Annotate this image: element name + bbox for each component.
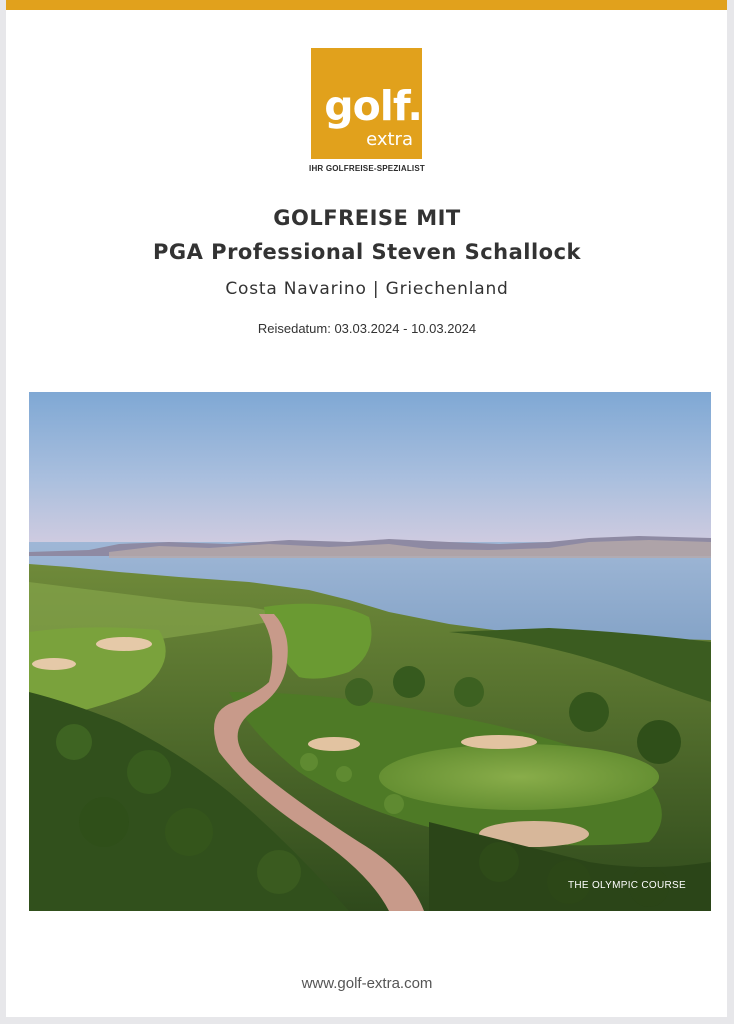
footer-website[interactable]: www.golf-extra.com: [301, 975, 433, 992]
golf-course-illustration: [29, 392, 711, 911]
logo-tagline: IHR GOLFREISE-SPEZIALIST: [309, 164, 425, 173]
logo-sub: extra: [366, 129, 413, 150]
golf-course-photo: [29, 392, 711, 911]
golf-extra-logo: [311, 48, 422, 159]
title-line-1: GOLFREISE MIT: [273, 206, 461, 230]
title-line-2: PGA Professional Steven Schallock: [152, 240, 582, 264]
photo-caption: THE OLYMPIC COURSE: [567, 880, 686, 891]
travel-date: Reisedatum: 03.03.2024 - 10.03.2024: [257, 321, 477, 336]
logo-word: golf.: [324, 82, 422, 130]
location-text: Costa Navarino | Griechenland: [225, 279, 509, 299]
accent-top-bar: [6, 0, 727, 10]
